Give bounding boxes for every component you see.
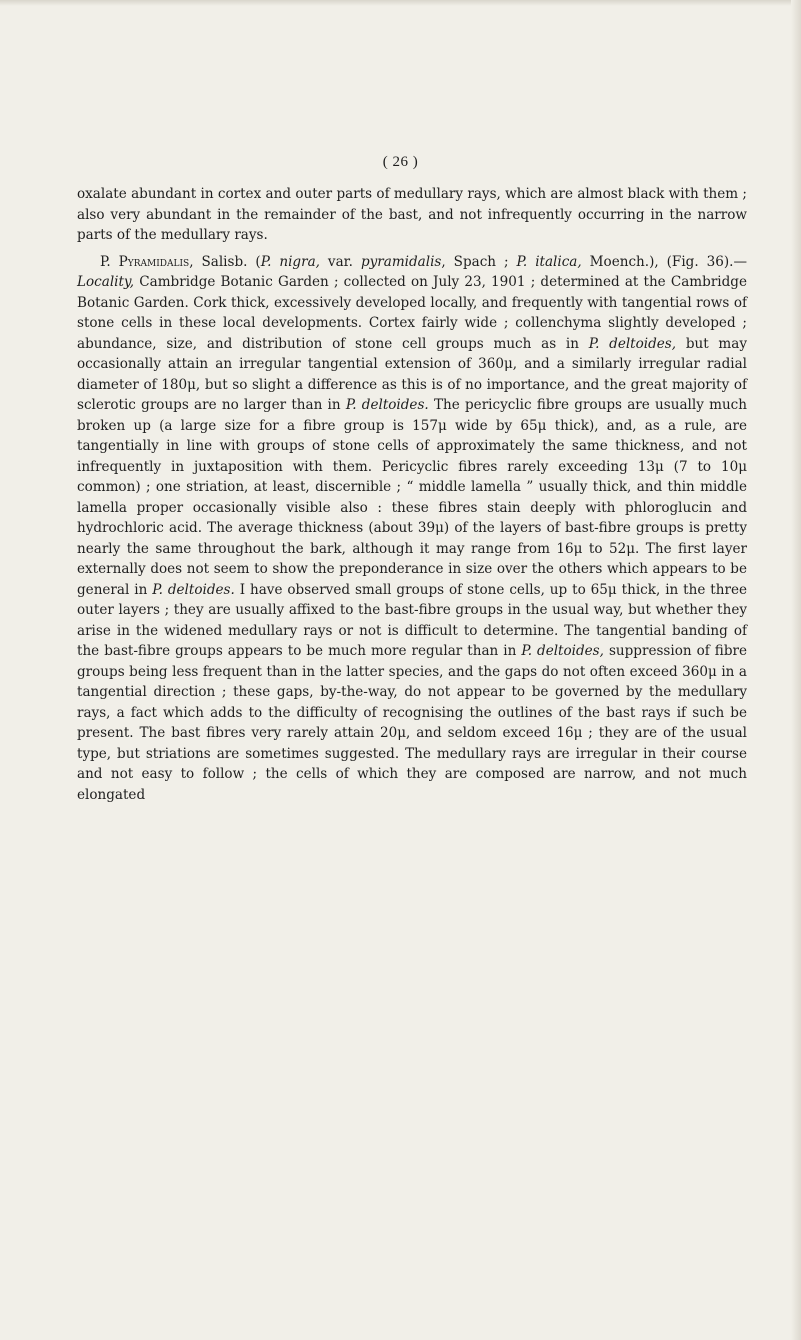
- text-body: [77, 184, 747, 805]
- synonym-author-moench: Moench.), (Fig. 36).—: [581, 253, 748, 270]
- genus-abbrev: P.: [100, 253, 119, 270]
- ref-deltoides-2: P. deltoides.: [345, 397, 429, 413]
- scan-edge-right: [791, 0, 801, 1340]
- ref-deltoides-1: P. deltoides,: [588, 335, 677, 352]
- body-text-4: I have observed small groups of stone cells, up to 65μ thick, in the three outer layers ; they are usually affixed to the bast-fibre groups in the usual way, but whether they arise in the widened medullary rays or not is difficult to determine. The tangential banding of the bast-fibre groups appears to be much more regular than in: [77, 581, 747, 659]
- ref-deltoides-4: P. deltoides,: [521, 643, 604, 659]
- var-text: var.: [319, 253, 361, 270]
- scan-edge-top: [0, 0, 801, 6]
- species-author: , Salisb. (: [189, 253, 261, 270]
- body-text-3: The pericyclic fibre groups are usually much broken up (a large size for a fibre group is 157μ wide by 65μ thick), and, as a rule, are tangentially in line with groups of stone cells of approximately the same thickness, and not infrequently in juxtaposition with them. Pericyclic fibres rarely exceeding 13μ (7 to 10μ common) ; one striation, at least, discernible ; “ middle lamella ” usually thick, and thin middle lamella proper occasionally visible also : these fibres stain deeply with phloroglucin and hydrochloric acid. The average thickness (about 39μ) of the layers of bast-fibre groups is pretty nearly the same throughout the bark, although it may range from 16μ to 52μ. The first layer externally does not seem to show the preponderance in size over the others which appears to be general in: [77, 397, 747, 598]
- body-text-1: Cambridge Botanic Garden ; collected on July 23, 1901 ; determined at the Cambridge Botanic Garden. Cork thick, excessively developed locally, and frequently with tangential rows of stone cells in these local developments. Cortex fairly wide ; collenchyma slightly developed ; abundance, size, and distribution of stone cell groups much as in: [77, 274, 747, 352]
- paragraph-pyramidalis: [77, 252, 747, 806]
- species-heading: Pyramidalis: [118, 253, 190, 270]
- paragraph-continuation: oxalate abundant in cortex and outer parts of medullary rays, which are almost black with them ; also very abundant in the remainder of the bast, and not infrequently occurring in the narrow parts of the medullary rays.: [77, 186, 747, 243]
- synonym-author-spach: , Spach ;: [441, 253, 517, 270]
- locality-label: Locality,: [77, 274, 135, 290]
- page-number: ( 26 ): [382, 154, 419, 170]
- ref-deltoides-3: P. deltoides.: [152, 581, 235, 598]
- body-text-5: suppression of fibre groups being less frequent than in the latter species, and the gaps do not often exceed 360μ in a tangential direction ; these gaps, by-the-way, do not appear to be governed by the medullary rays, a fact which adds to the difficulty of recognising the outlines of the bast rays if such be present. The bast fibres very rarely attain 20μ, and seldom exceed 16μ ; they are of the usual type, but striations are sometimes suggested. The medullary rays are irregular in their course and not easy to follow ; the cells of which they are composed are narrow, and not much elongated: [77, 643, 747, 803]
- synonym-nigra: P. nigra,: [260, 253, 320, 270]
- synonym-var-pyramidalis: pyramidalis: [360, 253, 442, 270]
- body-text-2: but may occasionally attain an irregular tangential extension of 360μ, and a similarly irregular radial diameter of 180μ, but so slight a difference as this is of no importance, and the great majority of sclerotic groups are no larger than in: [77, 335, 747, 413]
- synonym-italica: P. italica,: [516, 253, 582, 270]
